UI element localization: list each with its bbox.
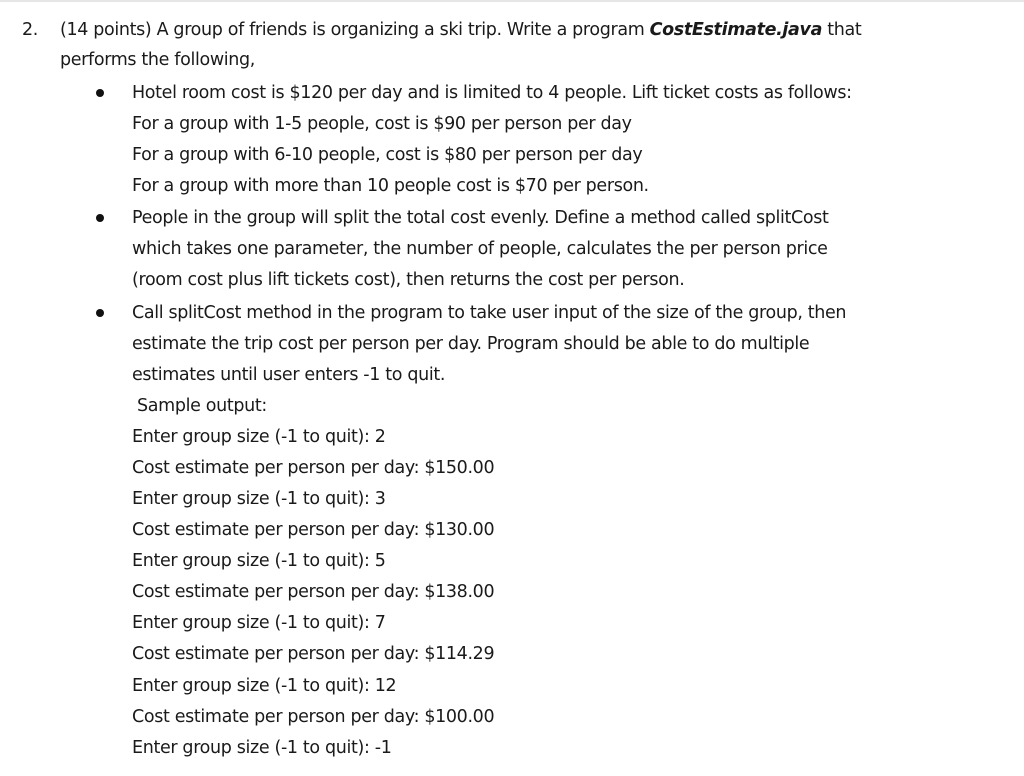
sample-output-line: Cost estimate per person per day: $130.00 xyxy=(132,520,495,540)
sample-output-line: Enter group size (-1 to quit): 2 xyxy=(132,427,386,447)
question-number: 2. xyxy=(22,20,38,40)
program-name: CostEstimate.java xyxy=(649,20,823,40)
bullet-1-line: For a group with 1-5 people, cost is $90 per person per day xyxy=(132,114,632,134)
sample-output-line: Enter group size (-1 to quit): 5 xyxy=(132,551,386,571)
question-intro-text: (14 points) A group of friends is organizing a ski trip. Write a program xyxy=(60,20,650,40)
question-intro-line1 xyxy=(60,18,861,42)
bullet-marker xyxy=(96,89,104,97)
bullet-marker xyxy=(96,214,104,222)
question-intro-tail: that xyxy=(822,20,862,40)
bullet-1-line: For a group with 6-10 people, cost is $80 per person per day xyxy=(132,145,643,165)
sample-output-line: Enter group size (-1 to quit): 3 xyxy=(132,489,386,509)
sample-output-line: Enter group size (-1 to quit): 7 xyxy=(132,613,386,633)
bullet-3-line: estimates until user enters -1 to quit. xyxy=(132,365,446,385)
sample-output-line: Cost estimate per person per day: $100.00 xyxy=(132,707,495,727)
sample-output-line: Cost estimate per person per day: $114.29 xyxy=(132,644,495,664)
sample-output-line: Enter group size (-1 to quit): 12 xyxy=(132,676,397,696)
bullet-marker xyxy=(96,309,104,317)
sample-output-line: Cost estimate per person per day: $150.00 xyxy=(132,458,495,478)
question-intro-line2: performs the following, xyxy=(60,50,256,70)
sample-output-line: Enter group size (-1 to quit): -1 xyxy=(132,738,392,758)
bullet-1-line: For a group with more than 10 people cost is $70 per person. xyxy=(132,176,649,196)
bullet-2-line: (room cost plus lift tickets cost), then returns the cost per person. xyxy=(132,270,685,290)
bullet-3-line: estimate the trip cost per person per day. Program should be able to do multiple xyxy=(132,334,810,354)
bullet-1-line: Hotel room cost is $120 per day and is limited to 4 people. Lift ticket costs as follows: xyxy=(132,83,852,103)
bullet-3-line: Call splitCost method in the program to take user input of the size of the group, then xyxy=(132,303,847,323)
bullet-2-line: which takes one parameter, the number of people, calculates the per person price xyxy=(132,239,828,259)
bullet-2-line: People in the group will split the total cost evenly. Define a method called splitCost xyxy=(132,208,829,228)
sample-output-line: Cost estimate per person per day: $138.00 xyxy=(132,582,495,602)
sample-output-heading: Sample output: xyxy=(137,396,267,416)
